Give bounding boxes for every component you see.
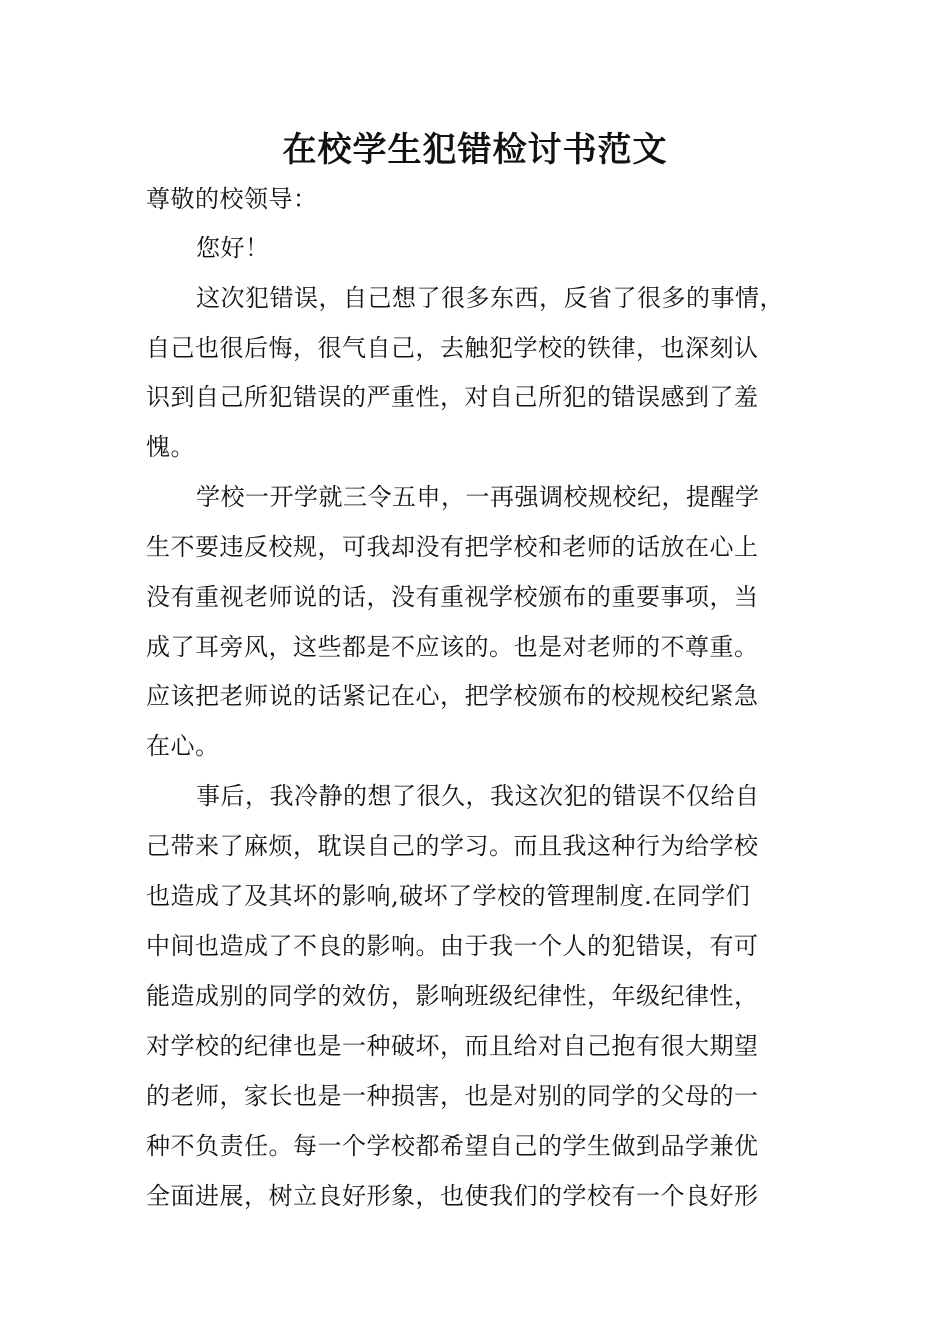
- paragraph-3-line: 己带来了麻烦，耽误自己的学习。而且我这种行为给学校: [146, 832, 759, 860]
- paragraph-1-line: 愧。: [146, 433, 195, 461]
- paragraph-3-line: 也造成了及其坏的影响,破坏了学校的管理制度.在同学们: [146, 882, 751, 910]
- paragraph-3-line: 中间也造成了不良的影响。由于我一个人的犯错误，有可: [146, 932, 759, 960]
- paragraph-3-line: 全面进展，树立良好形象，也使我们的学校有一个良好形: [146, 1182, 759, 1210]
- paragraph-3-line: 能造成别的同学的效仿，影响班级纪律性，年级纪律性，: [146, 982, 759, 1010]
- paragraph-2-line: 生不要违反校规，可我却没有把学校和老师的话放在心上: [146, 533, 759, 561]
- paragraph-1-line: 自己也很后悔，很气自己，去触犯学校的铁律，也深刻认: [146, 334, 759, 362]
- paragraph-3-line: 的老师，家长也是一种损害，也是对别的同学的父母的一: [146, 1082, 759, 1110]
- paragraph-2-line: 学校一开学就三令五申，一再强调校规校纪，提醒学: [196, 483, 760, 511]
- paragraph-1-line: 识到自己所犯错误的严重性，对自己所犯的错误感到了羞: [146, 383, 759, 411]
- paragraph-2-line: 成了耳旁风，这些都是不应该的。也是对老师的不尊重。: [146, 633, 759, 661]
- paragraph-3-line: 种不负责任。每一个学校都希望自己的学生做到品学兼优: [146, 1132, 759, 1160]
- greeting: 您好！: [196, 234, 270, 262]
- paragraph-3-line: 对学校的纪律也是一种破坏，而且给对自己抱有很大期望: [146, 1032, 759, 1060]
- paragraph-2-line: 应该把老师说的话紧记在心，把学校颁布的校规校纪紧急: [146, 682, 759, 710]
- paragraph-3-line: 事后，我冷静的想了很久，我这次犯的错误不仅给自: [196, 782, 760, 810]
- paragraph-1-line: 这次犯错误，自己想了很多东西，反省了很多的事情，: [196, 284, 784, 312]
- paragraph-2-line: 没有重视老师说的话，没有重视学校颁布的重要事项，当: [146, 583, 759, 611]
- paragraph-2-line: 在心。: [146, 732, 220, 760]
- salutation: 尊敬的校领导：: [146, 185, 318, 213]
- document-title: 在校学生犯错检讨书范文: [282, 130, 668, 170]
